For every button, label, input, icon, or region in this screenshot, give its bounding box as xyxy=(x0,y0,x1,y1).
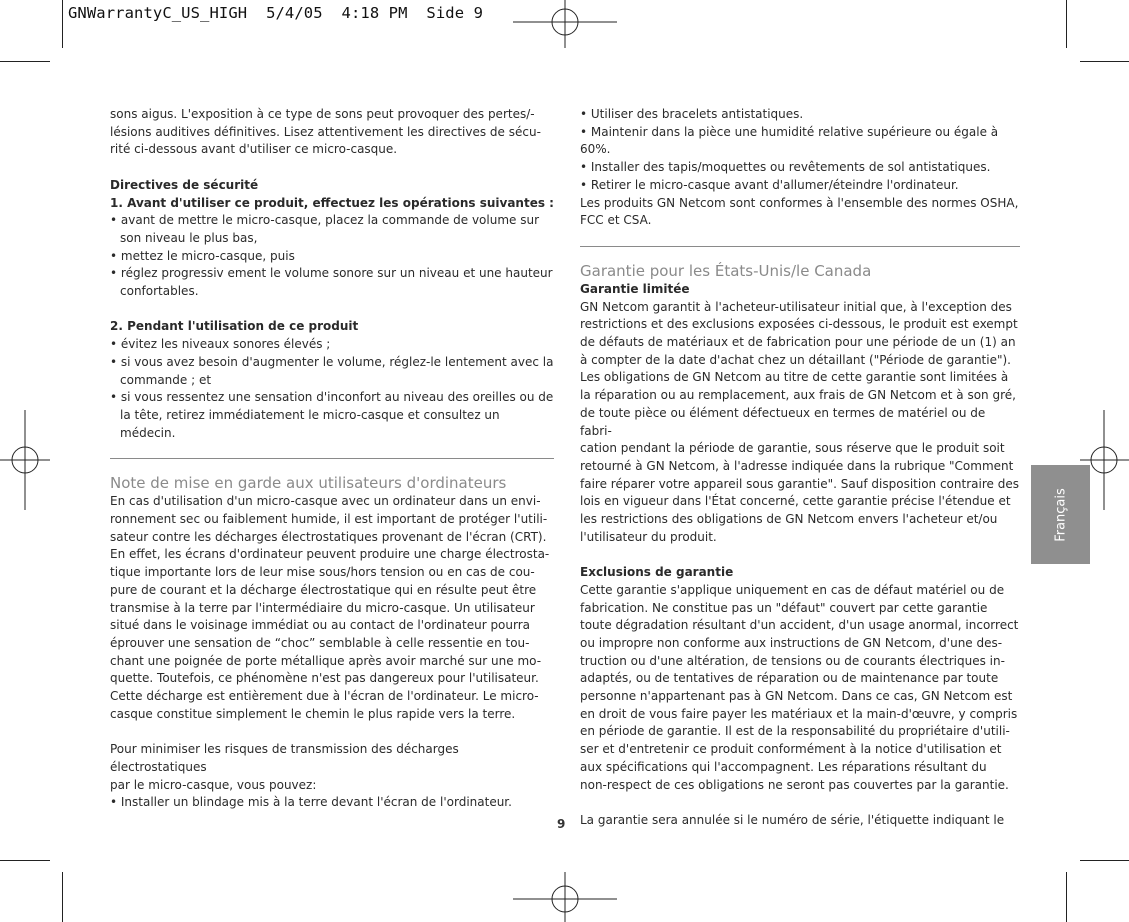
body-line: de défauts de matériaux et de fabrication pour une période de un (1) an xyxy=(580,335,1016,350)
list-item: • Utiliser des bracelets antistatiques. xyxy=(580,107,804,121)
crop-mark-top-left-h xyxy=(0,61,50,62)
left-column xyxy=(110,106,554,812)
step2-title: 2. Pendant l'utilisation de ce produit xyxy=(110,319,359,334)
body-line: En effet, les écrans d'ordinateur peuvent produire une charge électrosta- xyxy=(110,547,550,562)
body-line: • Installer un blindage mis à la terre devant l'écran de l'ordinateur. xyxy=(110,795,512,810)
body-line: retourné à GN Netcom, à l'adresse indiquée dans la rubrique "Comment xyxy=(580,458,1014,473)
body-line: chant une poignée de porte métallique après avoir marché sur une mo- xyxy=(110,653,542,668)
section-divider xyxy=(580,246,1020,247)
body-line: sateur contre les décharges électrostatiques provenant de l'écran (CRT). xyxy=(110,529,547,544)
computer-users-heading: Note de mise en garde aux utilisateurs d'ordinateurs xyxy=(110,474,507,493)
registration-mark-bottom-icon xyxy=(513,872,617,922)
language-tab xyxy=(1031,465,1090,564)
body-line: GN Netcom garantit à l'acheteur-utilisateur initial que, à l'exception des xyxy=(580,299,1012,314)
body-line: quette. Toutefois, ce phénomène n'est pas dangereux pour l'utilisateur. xyxy=(110,671,539,686)
body-line: pure de courant et la décharge électrostatique qui en résulte peut être xyxy=(110,582,537,597)
list-item: • si vous avez besoin d'augmenter le volume, réglez-le lentement avec la commande ; et xyxy=(110,354,554,387)
body-line: lois en vigueur dans l'État concerné, cette garantie précise l'étendue et xyxy=(580,494,1011,509)
limited-warranty-title: Garantie limitée xyxy=(580,281,690,296)
body-line: l'utilisateur du produit. xyxy=(580,529,717,544)
intro-line: rité ci-dessous avant d'utiliser ce micro-casque. xyxy=(110,142,398,157)
step1-title: 1. Avant d'utiliser ce produit, effectuez les opérations suivantes : xyxy=(110,195,554,210)
crop-mark-top-right-v xyxy=(1066,0,1067,48)
warranty-heading: Garantie pour les États-Unis/le Canada xyxy=(580,261,872,280)
list-item: • Installer des tapis/moquettes ou revêtements de sol antistatiques. xyxy=(580,160,991,175)
body-line: ronnement sec ou faiblement humide, il est important de protéger l'utili- xyxy=(110,512,548,527)
body-line: situé dans le voisinage immédiat ou au contact de l'ordinateur pourra xyxy=(110,618,531,633)
body-line: Pour minimiser les risques de transmission des décharges électrostatiques xyxy=(110,742,459,774)
crop-mark-top-left-v xyxy=(62,0,63,48)
body-line: fabrication. Ne constitue pas un "défaut" couvert par cette garantie xyxy=(580,600,988,615)
body-line: Cette garantie s'applique uniquement en cas de défaut matériel ou de xyxy=(580,582,1005,597)
body-line: FCC et CSA. xyxy=(580,213,652,228)
body-line: la réparation ou au remplacement, aux frais de GN Netcom et à son gré, xyxy=(580,388,1016,403)
crop-mark-bottom-right-h xyxy=(1080,860,1129,861)
body-line: adaptés, ou de tentatives de réparation ou de maintenance par toute xyxy=(580,671,999,686)
body-line: transmise à la terre par l'intermédiaire du micro-casque. Un utilisateur xyxy=(110,600,535,615)
list-item: • évitez les niveaux sonores élevés ; xyxy=(110,337,331,352)
body-line: aux spécifications qui l'accompagnent. Les réparations résultant du xyxy=(580,759,987,774)
section-divider xyxy=(110,458,554,459)
body-line: casque constitue simplement le chemin le plus rapide vers la terre. xyxy=(110,706,516,721)
body-line: Les produits GN Netcom sont conformes à l'ensemble des normes OSHA, xyxy=(580,195,1019,210)
body-line: toute dégradation résultant d'un accident, d'un usage anormal, incorrect xyxy=(580,618,1019,633)
body-line: personne n'appartenant pas à GN Netcom. Dans ce cas, GN Netcom est xyxy=(580,689,1013,704)
body-line: en période de garantie. Il est de la responsabilité du propriétaire d'utili- xyxy=(580,724,1010,739)
list-item: • Maintenir dans la pièce une humidité relative supérieure ou égale à 60%. xyxy=(580,124,999,157)
exclusions-title: Exclusions de garantie xyxy=(580,565,734,580)
registration-mark-left-icon xyxy=(0,410,50,510)
registration-mark-top-icon xyxy=(513,0,617,48)
intro-line: sons aigus. L'exposition à ce type de sons peut provoquer des pertes/- xyxy=(110,107,535,121)
body-line: les restrictions des obligations de GN Netcom envers l'acheteur et/ou xyxy=(580,512,998,527)
crop-mark-bottom-left-h xyxy=(0,860,50,861)
body-line: La garantie sera annulée si le numéro de série, l'étiquette indiquant le xyxy=(580,812,1005,827)
body-line: à compter de la date d'achat chez un détaillant ("Période de garantie"). xyxy=(580,352,1011,367)
body-line: de toute pièce ou élément défectueux en termes de matériel ou de fabri- xyxy=(580,405,986,438)
safety-title: Directives de sécurité xyxy=(110,177,259,192)
list-item: • mettez le micro-casque, puis xyxy=(110,248,295,263)
body-line: en droit de vous faire payer les matériaux et la main-d'œuvre, y compris xyxy=(580,706,1018,721)
body-line: par le micro-casque, vous pouvez: xyxy=(110,777,317,792)
body-line: Cette décharge est entièrement due à l'écran de l'ordinateur. Le micro- xyxy=(110,689,539,704)
body-line: cation pendant la période de garantie, sous réserve que le produit soit xyxy=(580,441,1005,456)
body-line: Les obligations de GN Netcom au titre de cette garantie sont limitées à xyxy=(580,370,1009,385)
body-line: faire réparer votre appareil sous garantie". Sauf disposition contraire des xyxy=(580,476,1019,491)
print-slug: GNWarrantyC_US_HIGH 5/4/05 4:18 PM Side 9 xyxy=(68,4,483,22)
crop-mark-bottom-left-v xyxy=(62,872,63,922)
page-number: 9 xyxy=(557,817,566,831)
body-line: truction ou d'une altération, de tensions ou de courants électriques in- xyxy=(580,653,1005,668)
body-line: ser et d'entretenir ce produit conformément à la notice d'utilisation et xyxy=(580,742,1002,757)
list-item: • si vous ressentez une sensation d'inconfort au niveau des oreilles ou de la tête, retirez immédiatement le micro-casque et consultez un médecin. xyxy=(110,390,554,440)
crop-mark-top-right-h xyxy=(1080,61,1129,62)
intro-line: lésions auditives définitives. Lisez attentivement les directives de sécu- xyxy=(110,124,541,139)
crop-mark-bottom-right-v xyxy=(1066,872,1067,922)
body-line: éprouver une sensation de “choc” semblable à celle ressentie en tou- xyxy=(110,635,530,650)
body-line: tique importante lors de leur mise sous/hors tension ou en cas de cou- xyxy=(110,565,535,580)
list-item: • avant de mettre le micro-casque, placez la commande de volume sur son niveau le plus bas, xyxy=(110,213,540,245)
list-item: • réglez progressiv ement le volume sonore sur un niveau et une hauteur confortables. xyxy=(110,266,553,299)
language-tab-label: Français xyxy=(1053,487,1068,542)
body-line: En cas d'utilisation d'un micro-casque avec un ordinateur dans un envi- xyxy=(110,494,541,509)
body-line: restrictions et des exclusions exposées ci-dessous, le produit est exempt xyxy=(580,317,1018,332)
body-line: non-respect de ces obligations ne seront pas couvertes par la garantie. xyxy=(580,777,1009,792)
list-item: • Retirer le micro-casque avant d'allumer/éteindre l'ordinateur. xyxy=(580,177,959,192)
right-column xyxy=(580,106,1020,830)
body-line: ou impropre non conforme aux instructions de GN Netcom, d'une des- xyxy=(580,635,1003,650)
